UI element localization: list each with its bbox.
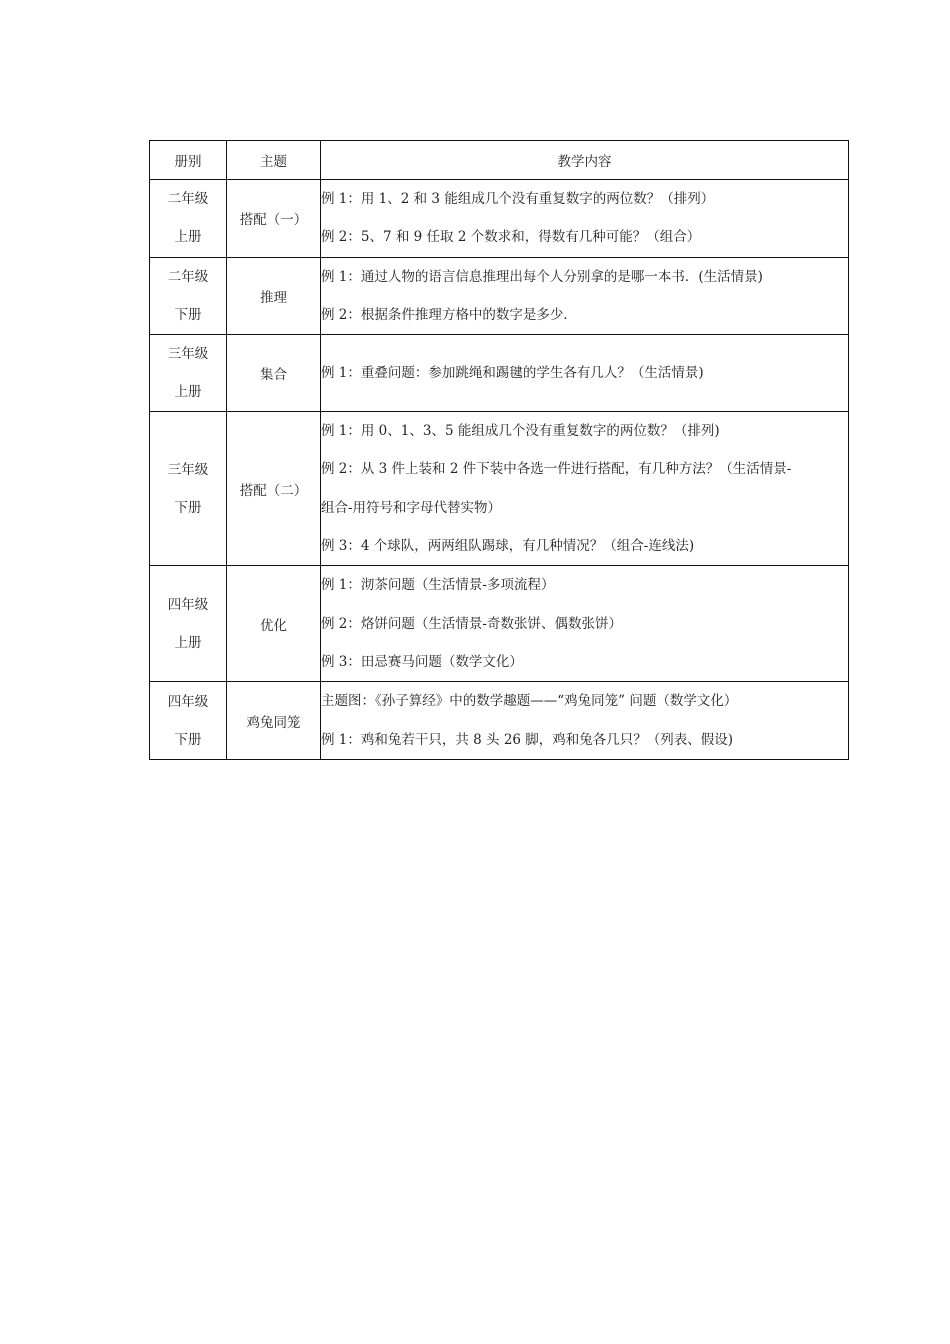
content-cell: [321, 682, 849, 760]
table-row: [150, 682, 849, 760]
semester-label: 下册: [174, 499, 202, 516]
content-line: 组合-用符号和字母代替实物）: [321, 499, 502, 516]
table-row: [150, 412, 849, 566]
header-volume: 册别: [150, 141, 227, 180]
semester-label: 下册: [174, 731, 202, 748]
header-row: [150, 141, 849, 180]
content-line: 例 2：烙饼问题（生活情景-奇数张饼、偶数张饼）: [321, 615, 622, 632]
volume-cell: [150, 566, 227, 682]
table-row: [150, 257, 849, 335]
grade-label: 三年级: [167, 461, 209, 478]
volume-cell: [150, 180, 227, 258]
content-line: 例 1：沏茶问题（生活情景-多项流程）: [321, 577, 555, 594]
content-cell: [321, 180, 849, 258]
content-line: 例 3：4 个球队，两两组队踢球，有几种情况？（组合-连线法): [321, 538, 695, 555]
content-line: 例 1：用 0、1、3、5 能组成几个没有重复数字的两位数？（排列): [321, 423, 720, 440]
header-topic: 主题: [227, 141, 321, 180]
volume-cell: [150, 682, 227, 760]
content-cell: [321, 412, 849, 566]
volume-cell: [150, 412, 227, 566]
content-line: 例 1：用 1、2 和 3 能组成几个没有重复数字的两位数？（排列）: [321, 191, 715, 207]
content-line: 例 1：重叠问题：参加跳绳和踢毽的学生各有几人？（生活情景): [321, 365, 704, 382]
topic-cell: 优化: [227, 566, 321, 682]
topic-cell: 推理: [227, 257, 321, 335]
grade-label: 三年级: [167, 346, 209, 363]
header-content: 教学内容: [321, 141, 849, 180]
grade-label: 二年级: [167, 268, 209, 285]
content-cell: [321, 257, 849, 335]
content-line: 例 3：田忌赛马问题（数学文化）: [321, 654, 523, 671]
content-line: 例 1：鸡和兔若干只，共 8 头 26 脚，鸡和兔各几只？（列表、假设): [321, 731, 734, 748]
grade-label: 四年级: [167, 693, 209, 710]
content-line: 例 2：根据条件推理方格中的数字是多少．: [321, 306, 577, 323]
topic-cell: 集合: [227, 335, 321, 412]
content-line: 例 2：从 3 件上装和 2 件下装中各选一件进行搭配，有几种方法？（生活情景-: [321, 461, 792, 478]
table-row: [150, 180, 849, 258]
semester-label: 上册: [174, 384, 202, 401]
topic-cell: 鸡兔同笼: [227, 682, 321, 760]
semester-label: 上册: [174, 229, 202, 246]
content-line: 例 2：5、7 和 9 任取 2 个数求和，得数有几种可能？（组合）: [321, 229, 701, 246]
semester-label: 下册: [174, 306, 202, 323]
grade-label: 四年级: [167, 596, 209, 613]
content-cell: [321, 335, 849, 412]
content-cell: [321, 566, 849, 682]
semester-label: 上册: [174, 634, 202, 651]
content-line: 例 1：通过人物的语言信息推理出每个人分别拿的是哪一本书．(生活情景): [321, 268, 763, 285]
volume-cell: [150, 335, 227, 412]
topic-cell: 搭配（二）: [227, 412, 321, 566]
table-row: [150, 335, 849, 412]
table-row: [150, 566, 849, 682]
topic-cell: 搭配（一）: [227, 180, 321, 258]
volume-cell: [150, 257, 227, 335]
grade-label: 二年级: [167, 191, 209, 208]
curriculum-table: [149, 140, 849, 760]
content-line: 主题图：《孙子算经》中的数学趣题——“鸡兔同笼” 问题（数学文化）: [321, 693, 738, 710]
